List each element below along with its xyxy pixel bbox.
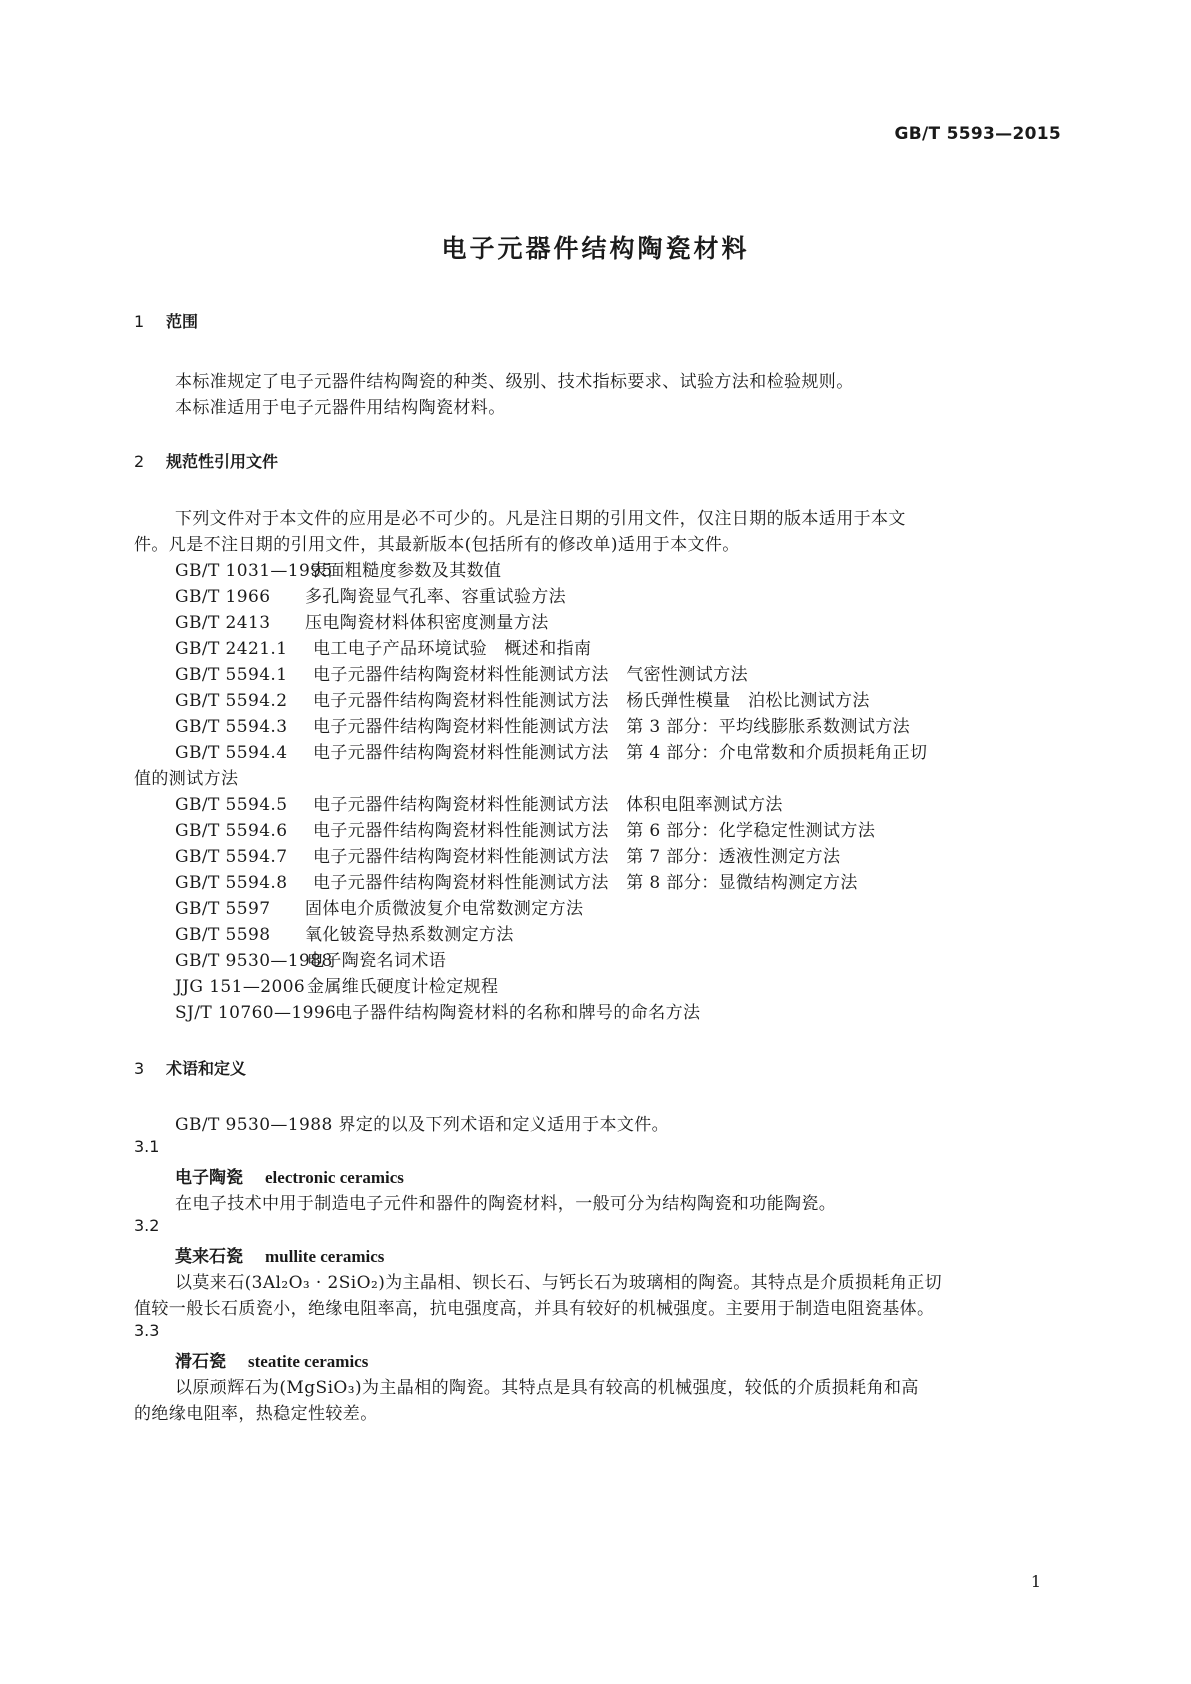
paragraph: 下列文件对于本文件的应用是必不可少的。凡是注日期的引用文件，仅注日期的版本适用于本文	[175, 509, 906, 529]
reference-title: 固体电介质微波复介电常数测定方法	[305, 899, 584, 919]
reference-item	[175, 894, 583, 919]
reference-title: 压电陶瓷材料体积密度测量方法	[305, 613, 549, 633]
reference-title: 电子元器件结构陶瓷材料性能测试方法 第 3 部分：平均线膨胀系数测试方法	[313, 717, 911, 737]
term-zh: 滑石瓷	[175, 1352, 226, 1372]
reference-title: 电子元器件结构陶瓷材料性能测试方法 第 6 部分：化学稳定性测试方法	[313, 821, 876, 841]
reference-item	[175, 582, 566, 607]
reference-item	[175, 608, 549, 633]
term-definition: 以莫来石(3Al₂O₃ · 2SiO₂)为主晶相、钡长石、与钙长石为玻璃相的陶瓷。其特点是介质损耗角正切	[175, 1273, 943, 1293]
reference-item	[175, 686, 870, 711]
reference-code: GB/T 1031—1995	[175, 561, 333, 581]
reference-item	[175, 868, 858, 893]
reference-code: GB/T 5594.2	[175, 691, 288, 711]
paragraph: 本标准规定了电子元器件结构陶瓷的种类、级别、技术指标要求、试验方法和检验规则。	[175, 372, 854, 392]
reference-item	[175, 790, 783, 815]
reference-item	[175, 634, 591, 659]
reference-code: GB/T 5594.1	[175, 665, 288, 685]
reference-title: 氧化铍瓷导热系数测定方法	[305, 925, 514, 945]
reference-item	[175, 556, 501, 581]
reference-item	[175, 816, 875, 841]
section-number: 1	[134, 312, 145, 331]
term-title	[175, 1163, 404, 1188]
reference-item	[175, 738, 927, 763]
reference-code: GB/T 5594.3	[175, 717, 288, 737]
document-code: GB/T 5593—2015	[894, 124, 1061, 144]
reference-continuation: 值的测试方法	[134, 769, 239, 789]
reference-title: 电子元器件结构陶瓷材料性能测试方法 气密性测试方法	[313, 665, 748, 685]
reference-title: 电子元器件结构陶瓷材料性能测试方法 第 4 部分：介电常数和介质损耗角正切	[313, 743, 928, 763]
term-en: electronic ceramics	[265, 1168, 404, 1187]
term-title	[175, 1347, 368, 1372]
term-number: 3.2	[134, 1216, 160, 1235]
document-title: 电子元器件结构陶瓷材料	[441, 234, 750, 263]
reference-code: GB/T 9530—1988	[175, 951, 333, 971]
term-en: steatite ceramics	[248, 1352, 369, 1371]
reference-item	[175, 972, 498, 997]
term-definition: 在电子技术中用于制造电子元件和器件的陶瓷材料，一般可分为结构陶瓷和功能陶瓷。	[175, 1194, 837, 1214]
page-number: 1	[1030, 1572, 1041, 1591]
reference-code: GB/T 2421.1	[175, 639, 288, 659]
reference-title: 电子元器件结构陶瓷材料性能测试方法 杨氏弹性模量 泊松比测试方法	[313, 691, 870, 711]
reference-item	[175, 998, 700, 1023]
section-number: 2	[134, 452, 145, 471]
term-zh: 电子陶瓷	[175, 1168, 243, 1188]
reference-title: 电子陶瓷名词术语	[307, 951, 447, 971]
section-title: 术语和定义	[166, 1059, 247, 1078]
term-definition-continuation: 值较一般长石质瓷小，绝缘电阻率高，抗电强度高，并具有较好的机械强度。主要用于制造电阻瓷基体。	[134, 1299, 935, 1319]
paragraph: GB/T 9530—1988 界定的以及下列术语和定义适用于本文件。	[175, 1115, 670, 1135]
reference-code: GB/T 5594.4	[175, 743, 288, 763]
term-zh: 莫来石瓷	[175, 1247, 243, 1267]
reference-code: GB/T 1966	[175, 587, 271, 607]
paragraph-continuation: 件。凡是不注日期的引用文件，其最新版本(包括所有的修改单)适用于本文件。	[134, 535, 740, 555]
reference-title: 电子元器件结构陶瓷材料性能测试方法 第 7 部分：透液性测定方法	[313, 847, 841, 867]
reference-code: GB/T 5594.8	[175, 873, 288, 893]
term-number: 3.1	[134, 1137, 160, 1156]
reference-item	[175, 946, 446, 971]
term-en: mullite ceramics	[265, 1247, 385, 1266]
reference-item	[175, 842, 840, 867]
term-definition-continuation: 的绝缘电阻率，热稳定性较差。	[134, 1404, 378, 1424]
section-title: 范围	[166, 312, 199, 331]
reference-code: GB/T 5594.7	[175, 847, 288, 867]
section-2-heading	[134, 449, 278, 472]
reference-code: SJ/T 10760—1996	[175, 1003, 337, 1023]
reference-item	[175, 712, 910, 737]
reference-code: GB/T 5594.6	[175, 821, 288, 841]
term-title	[175, 1242, 384, 1267]
reference-title: 金属维氏硬度计检定规程	[307, 977, 499, 997]
section-1-heading	[134, 309, 198, 332]
term-definition: 以原顽辉石为(MgSiO₃)为主晶相的陶瓷。其特点是具有较高的机械强度，较低的介质损耗角和高	[175, 1378, 919, 1398]
reference-code: JJG 151—2006	[175, 977, 306, 997]
section-3-heading	[134, 1056, 246, 1079]
reference-title: 表面粗糙度参数及其数值	[310, 561, 502, 581]
reference-code: GB/T 5597	[175, 899, 271, 919]
term-number: 3.3	[134, 1321, 160, 1340]
paragraph: 本标准适用于电子元器件用结构陶瓷材料。	[175, 398, 506, 418]
reference-title: 电子元器件结构陶瓷材料性能测试方法 体积电阻率测试方法	[313, 795, 783, 815]
reference-title: 电工电子产品环境试验 概述和指南	[313, 639, 592, 659]
reference-item	[175, 660, 748, 685]
reference-code: GB/T 5598	[175, 925, 271, 945]
reference-title: 多孔陶瓷显气孔率、容重试验方法	[305, 587, 566, 607]
section-title: 规范性引用文件	[166, 452, 279, 471]
section-number: 3	[134, 1059, 145, 1078]
reference-title: 电子元器件结构陶瓷材料性能测试方法 第 8 部分：显微结构测定方法	[313, 873, 858, 893]
reference-code: GB/T 2413	[175, 613, 271, 633]
reference-title: 电子器件结构陶瓷材料的名称和牌号的命名方法	[335, 1003, 701, 1023]
reference-item	[175, 920, 514, 945]
reference-code: GB/T 5594.5	[175, 795, 288, 815]
